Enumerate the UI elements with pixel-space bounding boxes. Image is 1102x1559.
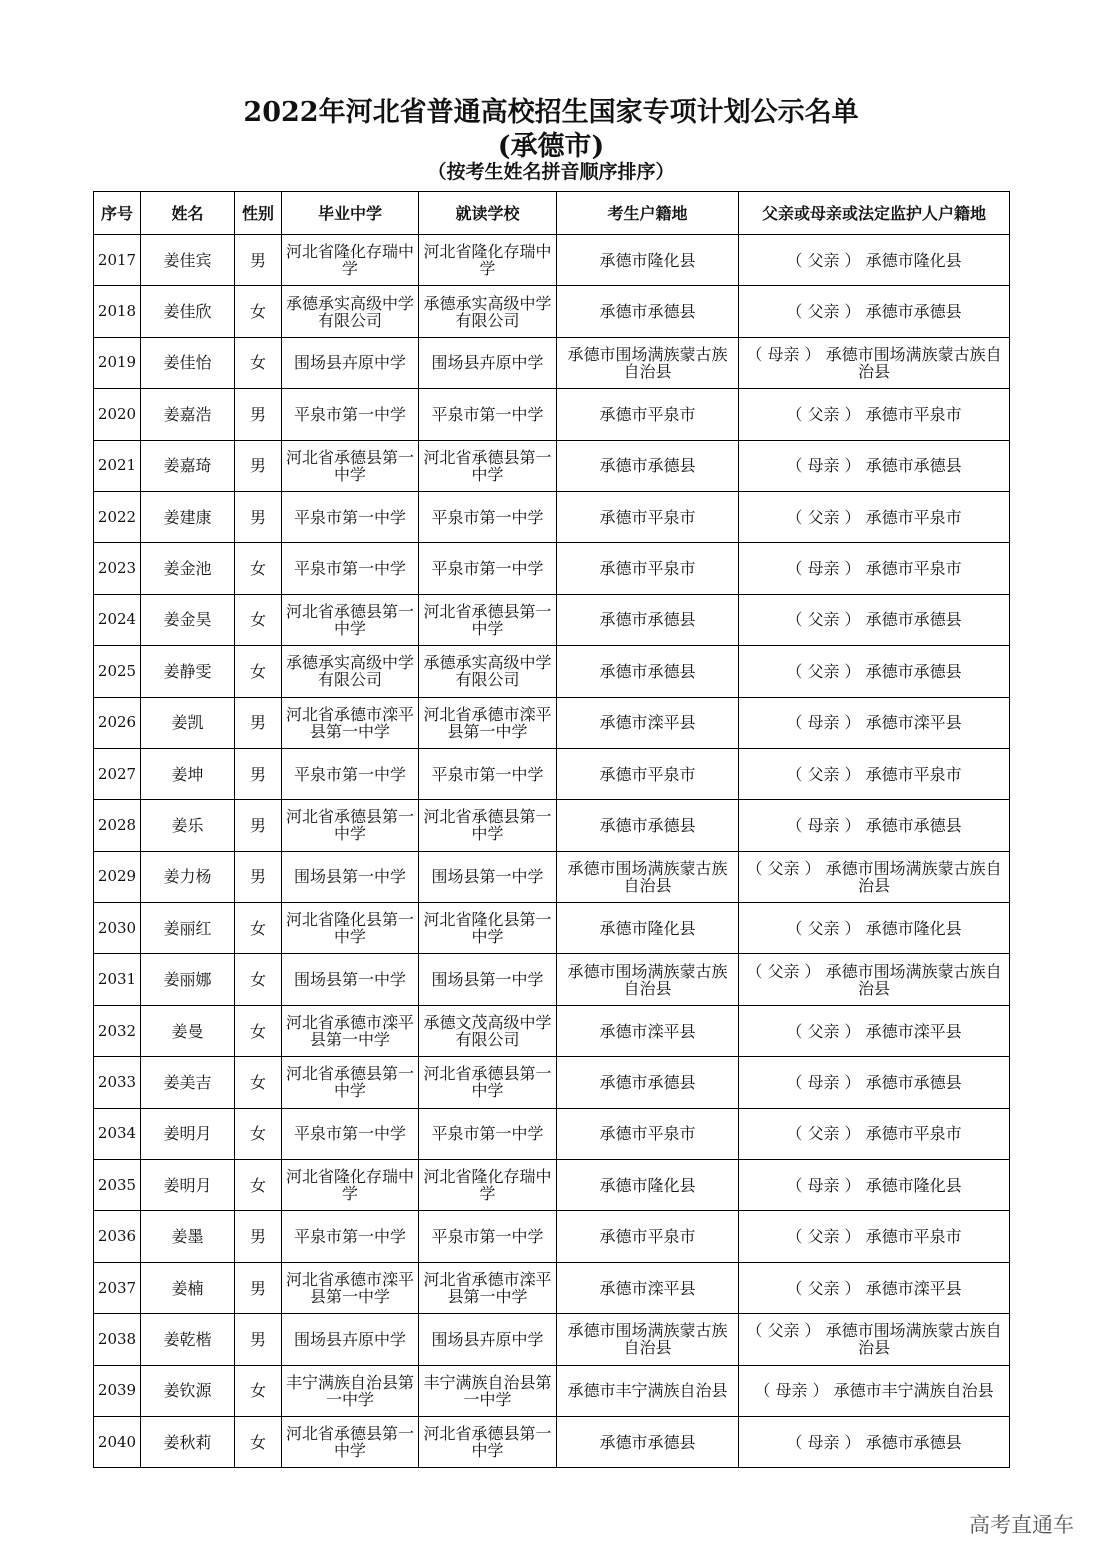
cell-guardian-registration: （ 母亲 ） 承德市承德县 [739,1416,1010,1467]
cell-current-school: 河北省隆化存瑞中学 [419,235,557,286]
cell-gender: 女 [235,1416,282,1467]
cell-guardian-registration: （ 父亲 ） 承德市隆化县 [739,235,1010,286]
table-row [94,903,1010,954]
table-row [94,286,1010,337]
cell-gender: 男 [235,748,282,799]
cell-household-registration: 承德市平泉市 [557,748,739,799]
table-row [94,800,1010,851]
table-row [94,646,1010,697]
cell-name: 姜明月 [141,1160,235,1211]
cell-name: 姜明月 [141,1108,235,1159]
cell-graduated-school: 河北省隆化存瑞中学 [282,1160,419,1211]
cell-index: 2031 [94,954,141,1005]
watermark: 高考直通车 [969,1513,1074,1537]
cell-guardian-registration: （ 父亲 ） 承德市隆化县 [739,903,1010,954]
cell-name: 姜丽红 [141,903,235,954]
cell-guardian-registration: （ 父亲 ） 承德市平泉市 [739,748,1010,799]
cell-name: 姜金昊 [141,594,235,645]
table-row [94,491,1010,542]
cell-household-registration: 承德市隆化县 [557,903,739,954]
cell-graduated-school: 围场县第一中学 [282,954,419,1005]
cell-index: 2039 [94,1365,141,1416]
cell-guardian-registration: （ 母亲 ） 承德市围场满族蒙古族自治县 [739,337,1010,388]
cell-index: 2038 [94,1314,141,1365]
cell-index: 2040 [94,1416,141,1467]
cell-gender: 男 [235,1262,282,1313]
cell-graduated-school: 河北省承德县第一中学 [282,1416,419,1467]
cell-current-school: 河北省承德县第一中学 [419,1057,557,1108]
cell-name: 姜美吉 [141,1057,235,1108]
table-row [94,697,1010,748]
cell-gender: 女 [235,286,282,337]
table-row [94,1211,1010,1262]
cell-current-school: 承德承实高级中学有限公司 [419,286,557,337]
document-subtitle: (承德市) [497,131,605,162]
cell-gender: 女 [235,594,282,645]
cell-graduated-school: 承德承实高级中学有限公司 [282,286,419,337]
cell-name: 姜墨 [141,1211,235,1262]
cell-gender: 女 [235,1108,282,1159]
cell-current-school: 河北省承德县第一中学 [419,800,557,851]
cell-current-school: 平泉市第一中学 [419,543,557,594]
table-row [94,1365,1010,1416]
cell-guardian-registration: （ 母亲 ） 承德市隆化县 [739,1160,1010,1211]
cell-graduated-school: 平泉市第一中学 [282,491,419,542]
cell-current-school: 平泉市第一中学 [419,1108,557,1159]
cell-name: 姜金池 [141,543,235,594]
cell-gender: 男 [235,851,282,902]
roster-table [93,191,1010,1468]
cell-household-registration: 承德市承德县 [557,1057,739,1108]
cell-current-school: 河北省隆化存瑞中学 [419,1160,557,1211]
cell-household-registration: 承德市承德县 [557,440,739,491]
cell-graduated-school: 平泉市第一中学 [282,1211,419,1262]
cell-guardian-registration: （ 母亲 ） 承德市承德县 [739,1057,1010,1108]
cell-index: 2030 [94,903,141,954]
cell-gender: 男 [235,491,282,542]
column-header-gender: 性别 [235,192,282,235]
cell-gender: 男 [235,1211,282,1262]
cell-graduated-school: 围场县第一中学 [282,851,419,902]
cell-name: 姜秋莉 [141,1416,235,1467]
cell-graduated-school: 平泉市第一中学 [282,748,419,799]
cell-gender: 女 [235,337,282,388]
cell-name: 姜佳宾 [141,235,235,286]
cell-graduated-school: 河北省承德县第一中学 [282,440,419,491]
cell-name: 姜佳欣 [141,286,235,337]
table-row [94,235,1010,286]
cell-current-school: 平泉市第一中学 [419,748,557,799]
cell-name: 姜坤 [141,748,235,799]
document-title: 2022年河北省普通高校招生国家专项计划公示名单 [243,97,859,128]
cell-guardian-registration: （ 父亲 ） 承德市承德县 [739,646,1010,697]
cell-name: 姜佳怡 [141,337,235,388]
cell-graduated-school: 围场县卉原中学 [282,1314,419,1365]
cell-current-school: 围场县第一中学 [419,954,557,1005]
cell-household-registration: 承德市承德县 [557,1416,739,1467]
cell-name: 姜乾楷 [141,1314,235,1365]
cell-gender: 女 [235,954,282,1005]
cell-name: 姜力杨 [141,851,235,902]
cell-name: 姜丽娜 [141,954,235,1005]
cell-name: 姜乐 [141,800,235,851]
cell-index: 2029 [94,851,141,902]
cell-household-registration: 承德市承德县 [557,800,739,851]
cell-gender: 男 [235,1314,282,1365]
cell-index: 2027 [94,748,141,799]
cell-gender: 女 [235,903,282,954]
cell-guardian-registration: （ 母亲 ） 承德市丰宁满族自治县 [739,1365,1010,1416]
cell-guardian-registration: （ 父亲 ） 承德市承德县 [739,286,1010,337]
cell-index: 2024 [94,594,141,645]
table-row [94,337,1010,388]
cell-current-school: 围场县第一中学 [419,851,557,902]
cell-graduated-school: 河北省承德市滦平县第一中学 [282,1005,419,1056]
cell-guardian-registration: （ 父亲 ） 承德市平泉市 [739,389,1010,440]
cell-graduated-school: 平泉市第一中学 [282,1108,419,1159]
cell-name: 姜凯 [141,697,235,748]
cell-guardian-registration: （ 母亲 ） 承德市平泉市 [739,543,1010,594]
cell-household-registration: 承德市隆化县 [557,1160,739,1211]
cell-current-school: 承德承实高级中学有限公司 [419,646,557,697]
table-row [94,1108,1010,1159]
cell-gender: 女 [235,646,282,697]
cell-household-registration: 承德市平泉市 [557,1211,739,1262]
table-row [94,1416,1010,1467]
cell-guardian-registration: （ 母亲 ） 承德市滦平县 [739,697,1010,748]
cell-gender: 女 [235,543,282,594]
cell-current-school: 河北省隆化县第一中学 [419,903,557,954]
cell-index: 2020 [94,389,141,440]
cell-index: 2034 [94,1108,141,1159]
table-row [94,1262,1010,1313]
cell-graduated-school: 围场县卉原中学 [282,337,419,388]
cell-graduated-school: 河北省承德县第一中学 [282,800,419,851]
cell-graduated-school: 丰宁满族自治县第一中学 [282,1365,419,1416]
table-body [94,235,1010,1468]
cell-index: 2035 [94,1160,141,1211]
table-row [94,1160,1010,1211]
cell-household-registration: 承德市滦平县 [557,697,739,748]
cell-graduated-school: 河北省承德市滦平县第一中学 [282,697,419,748]
cell-name: 姜建康 [141,491,235,542]
cell-household-registration: 承德市承德县 [557,594,739,645]
cell-guardian-registration: （ 父亲 ） 承德市承德县 [739,594,1010,645]
cell-guardian-registration: （ 父亲 ） 承德市平泉市 [739,1108,1010,1159]
cell-current-school: 承德文茂高级中学有限公司 [419,1005,557,1056]
cell-guardian-registration: （ 母亲 ） 承德市承德县 [739,440,1010,491]
cell-gender: 女 [235,1005,282,1056]
cell-household-registration: 承德市平泉市 [557,1108,739,1159]
column-header-graduated-school: 毕业中学 [282,192,419,235]
cell-current-school: 河北省承德市滦平县第一中学 [419,697,557,748]
cell-current-school: 平泉市第一中学 [419,1211,557,1262]
table-row [94,440,1010,491]
cell-household-registration: 承德市平泉市 [557,543,739,594]
sort-note: （按考生姓名拼音顺序排序） [427,161,675,183]
table-header-row [94,192,1010,235]
table-row [94,594,1010,645]
cell-current-school: 河北省承德县第一中学 [419,594,557,645]
cell-current-school: 河北省承德县第一中学 [419,1416,557,1467]
cell-household-registration: 承德市平泉市 [557,491,739,542]
cell-index: 2017 [94,235,141,286]
cell-index: 2019 [94,337,141,388]
cell-household-registration: 承德市丰宁满族自治县 [557,1365,739,1416]
cell-index: 2026 [94,697,141,748]
cell-guardian-registration: （ 父亲 ） 承德市围场满族蒙古族自治县 [739,851,1010,902]
table-row [94,954,1010,1005]
column-header-guardian-registration: 父亲或母亲或法定监护人户籍地 [739,192,1010,235]
cell-gender: 男 [235,235,282,286]
cell-name: 姜静雯 [141,646,235,697]
cell-household-registration: 承德市围场满族蒙古族自治县 [557,337,739,388]
cell-household-registration: 承德市滦平县 [557,1005,739,1056]
cell-current-school: 围场县卉原中学 [419,1314,557,1365]
cell-graduated-school: 河北省承德县第一中学 [282,1057,419,1108]
cell-index: 2022 [94,491,141,542]
table-row [94,1314,1010,1365]
cell-gender: 男 [235,389,282,440]
cell-gender: 女 [235,1365,282,1416]
cell-gender: 男 [235,440,282,491]
column-header-household-registration: 考生户籍地 [557,192,739,235]
cell-household-registration: 承德市围场满族蒙古族自治县 [557,1314,739,1365]
cell-guardian-registration: （ 父亲 ） 承德市平泉市 [739,491,1010,542]
cell-index: 2021 [94,440,141,491]
cell-current-school: 丰宁满族自治县第一中学 [419,1365,557,1416]
cell-current-school: 河北省承德市滦平县第一中学 [419,1262,557,1313]
column-header-current-school: 就读学校 [419,192,557,235]
cell-graduated-school: 河北省承德县第一中学 [282,594,419,645]
table-row [94,389,1010,440]
cell-guardian-registration: （ 父亲 ） 承德市围场满族蒙古族自治县 [739,1314,1010,1365]
cell-current-school: 河北省承德县第一中学 [419,440,557,491]
cell-name: 姜嘉琦 [141,440,235,491]
cell-graduated-school: 河北省承德市滦平县第一中学 [282,1262,419,1313]
cell-guardian-registration: （ 父亲 ） 承德市滦平县 [739,1005,1010,1056]
cell-gender: 女 [235,1057,282,1108]
cell-index: 2036 [94,1211,141,1262]
table-row [94,1005,1010,1056]
cell-name: 姜嘉浩 [141,389,235,440]
cell-household-registration: 承德市围场满族蒙古族自治县 [557,954,739,1005]
cell-name: 姜曼 [141,1005,235,1056]
cell-household-registration: 承德市隆化县 [557,235,739,286]
cell-gender: 男 [235,697,282,748]
cell-index: 2033 [94,1057,141,1108]
cell-current-school: 平泉市第一中学 [419,491,557,542]
cell-household-registration: 承德市承德县 [557,646,739,697]
cell-gender: 男 [235,800,282,851]
cell-graduated-school: 承德承实高级中学有限公司 [282,646,419,697]
cell-index: 2018 [94,286,141,337]
cell-index: 2028 [94,800,141,851]
cell-graduated-school: 河北省隆化存瑞中学 [282,235,419,286]
column-header-index: 序号 [94,192,141,235]
cell-graduated-school: 河北省隆化县第一中学 [282,903,419,954]
table-row [94,851,1010,902]
cell-current-school: 围场县卉原中学 [419,337,557,388]
cell-current-school: 平泉市第一中学 [419,389,557,440]
table-row [94,1057,1010,1108]
cell-gender: 女 [235,1160,282,1211]
cell-household-registration: 承德市滦平县 [557,1262,739,1313]
column-header-name: 姓名 [141,192,235,235]
cell-name: 姜楠 [141,1262,235,1313]
cell-guardian-registration: （ 母亲 ） 承德市承德县 [739,800,1010,851]
cell-index: 2025 [94,646,141,697]
cell-index: 2032 [94,1005,141,1056]
cell-household-registration: 承德市承德县 [557,286,739,337]
cell-guardian-registration: （ 父亲 ） 承德市平泉市 [739,1211,1010,1262]
cell-graduated-school: 平泉市第一中学 [282,543,419,594]
table-row [94,748,1010,799]
table-row [94,543,1010,594]
cell-household-registration: 承德市平泉市 [557,389,739,440]
cell-household-registration: 承德市围场满族蒙古族自治县 [557,851,739,902]
cell-index: 2037 [94,1262,141,1313]
cell-graduated-school: 平泉市第一中学 [282,389,419,440]
cell-index: 2023 [94,543,141,594]
cell-guardian-registration: （ 父亲 ） 承德市滦平县 [739,1262,1010,1313]
cell-guardian-registration: （ 父亲 ） 承德市围场满族蒙古族自治县 [739,954,1010,1005]
cell-name: 姜钦源 [141,1365,235,1416]
